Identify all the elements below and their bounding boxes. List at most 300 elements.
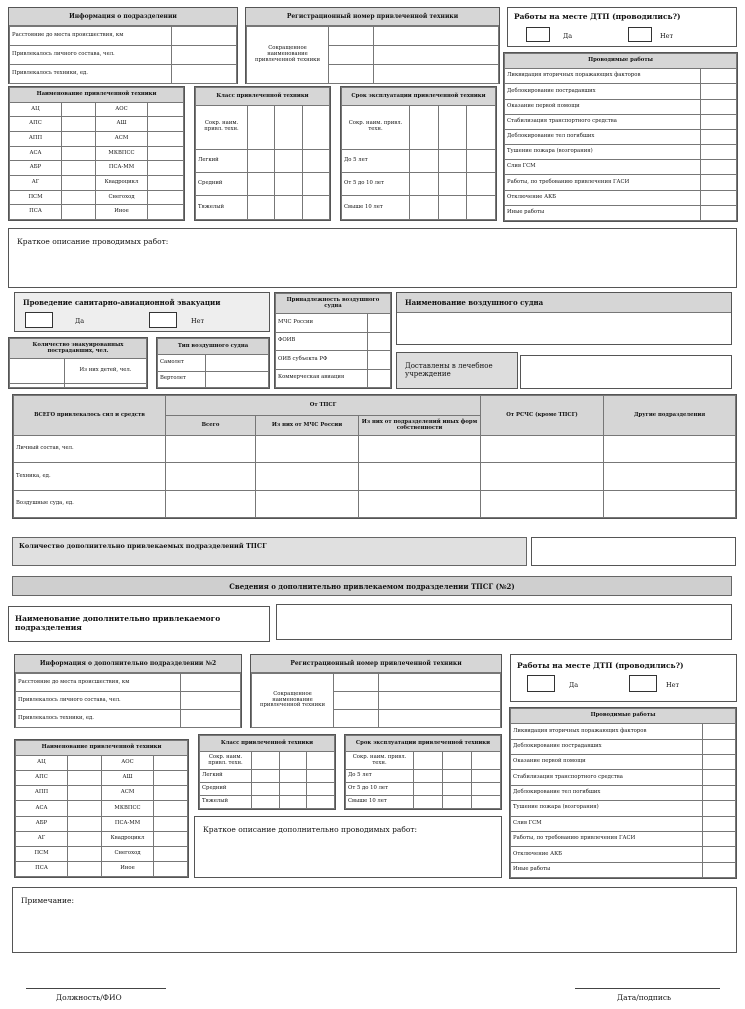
tech-input[interactable] [62, 190, 96, 205]
class-cell[interactable] [302, 196, 329, 220]
reg-cell[interactable] [374, 45, 499, 64]
class2-cell[interactable] [252, 783, 280, 796]
tech-input[interactable] [62, 161, 96, 176]
works2-title: Проводимые работы [511, 709, 736, 724]
works-input[interactable] [701, 69, 737, 84]
forces-row: Воздушные суда, ед. [14, 490, 166, 517]
class-block [194, 86, 331, 221]
works2-input[interactable] [703, 785, 736, 800]
age2-cell[interactable] [472, 770, 501, 783]
works-item: Тушение пожара (возгорания) [505, 145, 701, 160]
tech-input[interactable] [148, 175, 184, 190]
age2-cell[interactable] [414, 770, 443, 783]
tech-label: Квадроцикл [96, 175, 148, 190]
info-title: Информация о подразделении [9, 8, 237, 26]
tech-block [8, 86, 185, 221]
age2-row: Свыше 10 лет [346, 796, 414, 809]
works2-input[interactable] [703, 847, 736, 862]
works2-item: Стабилизация транспортного средства [511, 770, 703, 785]
forces-row: Техника, ед. [14, 463, 166, 490]
works-input[interactable] [701, 84, 737, 99]
tech-label: ПСА-ММ [96, 161, 148, 176]
aircraft-name-input[interactable] [397, 313, 731, 344]
works-input[interactable] [701, 205, 737, 220]
class-cell[interactable] [302, 173, 329, 196]
works-item: Стабилизация транспортного средства [505, 114, 701, 129]
reg2-title: Регистрационный номер привлеченной техники [251, 655, 501, 673]
signature-line-left [26, 988, 166, 989]
owner-block [274, 292, 392, 389]
tech-input[interactable] [148, 190, 184, 205]
dtp2-yes-checkbox[interactable] [527, 675, 555, 692]
class-cell[interactable] [248, 149, 275, 172]
tech2-label: Квадроцикл [102, 831, 154, 846]
tech2-input[interactable] [68, 771, 102, 786]
tech-label: Иное [96, 205, 148, 220]
tech-label: ПСА [10, 205, 62, 220]
tech2-label: АПП [16, 786, 68, 801]
forces-cell[interactable] [256, 490, 359, 517]
info-input[interactable] [172, 27, 237, 46]
delivered-block [396, 352, 518, 389]
aircraft-type-title: Тип воздушного судна [158, 339, 269, 355]
info-input[interactable] [172, 46, 237, 65]
works-input[interactable] [701, 175, 737, 190]
aircraft-type-row: Самолет [158, 355, 206, 372]
description-field[interactable] [8, 228, 737, 288]
reg-block [245, 7, 500, 84]
works-input[interactable] [701, 99, 737, 114]
works-input[interactable] [701, 190, 737, 205]
owner-title: Принадлежность воздушного судна [276, 294, 391, 314]
works-input[interactable] [701, 129, 737, 144]
tech2-input[interactable] [68, 846, 102, 861]
owner-input[interactable] [368, 314, 391, 333]
dtp-no-checkbox[interactable] [628, 27, 652, 42]
works2-input[interactable] [703, 739, 736, 754]
tech2-input[interactable] [154, 846, 188, 861]
class-row: Легкий [196, 149, 248, 172]
class-cell[interactable] [248, 173, 275, 196]
reg-cell[interactable] [329, 27, 374, 46]
forces-cell[interactable] [481, 436, 604, 463]
class2-cell[interactable] [252, 770, 280, 783]
tech-label: АБР [10, 161, 62, 176]
works2-item: Слив ГСМ [511, 816, 703, 831]
works-input[interactable] [701, 145, 737, 160]
description-label: Краткое описание проводимых работ: [17, 237, 169, 246]
forces-cell[interactable] [359, 436, 481, 463]
dtp-block [507, 7, 737, 47]
evac-input[interactable] [65, 384, 147, 388]
info-input[interactable] [172, 65, 237, 84]
tech2-input[interactable] [154, 771, 188, 786]
reg-cell[interactable] [329, 64, 374, 83]
tech2-block [14, 739, 189, 878]
sanavia-yes-label: Да [75, 317, 85, 325]
reg-cell[interactable] [329, 45, 374, 64]
works2-item: Тушение пожара (возгорания) [511, 801, 703, 816]
tech2-input[interactable] [154, 756, 188, 771]
age2-cell[interactable] [472, 752, 501, 770]
tech2-label: АСА [16, 801, 68, 816]
age-cell[interactable] [438, 196, 467, 220]
extra-name-input[interactable] [276, 604, 732, 640]
tech2-input[interactable] [154, 816, 188, 831]
class-cell[interactable] [302, 106, 329, 150]
tech2-label: АСМ [102, 786, 154, 801]
class2-cell[interactable] [307, 770, 335, 783]
age-title: Срок эксплуатации привлеченной техники [342, 88, 496, 106]
age-cell[interactable] [410, 149, 439, 172]
works-item: Ликвидация вторичных поражающих факторов [505, 69, 701, 84]
forces-cell[interactable] [481, 463, 604, 490]
forces-col: Из них от МЧС России [256, 416, 359, 436]
tech2-label: ПСА [16, 861, 68, 876]
tech-label: Снегоход [96, 190, 148, 205]
class-cell[interactable] [275, 173, 302, 196]
owner-row: Коммерческая авиация [276, 369, 368, 388]
class2-cell[interactable] [307, 752, 335, 770]
tech2-title: Наименование привлеченной техники [16, 741, 188, 756]
class2-row: Легкий [200, 770, 252, 783]
sanavia-no-checkbox[interactable] [149, 312, 177, 328]
tech2-input[interactable] [154, 801, 188, 816]
age2-title: Срок эксплуатации привлеченной техники [346, 736, 501, 752]
reg2-cell[interactable] [379, 674, 501, 692]
forces-corner: ВСЕГО привлекалось сил и средств [14, 396, 166, 436]
note-label: Примечание: [21, 896, 75, 905]
age2-cell[interactable] [472, 783, 501, 796]
evac-title: Количество эвакуированных пострадавших, чел. [10, 339, 147, 359]
tech2-label: АПС [16, 771, 68, 786]
extra-count-label: Количество дополнительно привлекаемых подразделений ТПСГ [12, 537, 527, 566]
class2-cell[interactable] [252, 796, 280, 809]
tech-input[interactable] [62, 146, 96, 161]
description2-field[interactable] [194, 816, 502, 878]
class-cell[interactable] [275, 196, 302, 220]
age2-row: От 5 до 10 лет [346, 783, 414, 796]
reg-cell[interactable] [374, 64, 499, 83]
class2-cell[interactable] [307, 783, 335, 796]
age-cell[interactable] [438, 149, 467, 172]
class2-row: Тяжелый [200, 796, 252, 809]
tech2-label: Снегоход [102, 846, 154, 861]
info2-block [14, 654, 242, 728]
age2-cell[interactable] [443, 770, 472, 783]
tech2-label: ПСА-ММ [102, 816, 154, 831]
info-row-staff: Привлекалось личного состава, чел. [10, 46, 172, 65]
class2-row: Средний [200, 783, 252, 796]
works2-input[interactable] [703, 831, 736, 846]
class-cell[interactable] [248, 196, 275, 220]
tech-label: АПС [10, 117, 62, 132]
info-row-distance: Расстояние до места происшествия, км [10, 27, 172, 46]
tech2-input[interactable] [154, 831, 188, 846]
age2-cell[interactable] [472, 796, 501, 809]
tech-label: АСМ [96, 131, 148, 146]
tech-input[interactable] [62, 205, 96, 220]
forces-cell[interactable] [359, 490, 481, 517]
extra-name-text: Наименование дополнительно привлекаемого подразделения [15, 614, 221, 632]
info2-row: Расстояние до места происшествия, км [16, 674, 181, 692]
tech-input[interactable] [148, 161, 184, 176]
aircraft-type-input[interactable] [206, 355, 269, 372]
class-title: Класс привлеченной техники [196, 88, 330, 106]
description2-label: Краткое описание дополнительно проводимых работ: [203, 825, 418, 834]
note-field[interactable] [12, 887, 737, 953]
class2-block [198, 734, 336, 810]
works2-item: Иные работы [511, 862, 703, 877]
tech-label: АШ [96, 117, 148, 132]
reg-title: Регистрационный номер привлеченной техники [246, 8, 499, 26]
reg2-cell[interactable] [334, 691, 379, 709]
info2-title: Информация о дополнительно подразделении №2 [15, 655, 241, 673]
dtp2-no-checkbox[interactable] [629, 675, 657, 692]
reg2-cell[interactable] [379, 691, 501, 709]
age2-cell[interactable] [414, 783, 443, 796]
owner-row: МЧС России [276, 314, 368, 333]
works-title: Проводимые работы [505, 54, 737, 69]
dtp-yes-label: Да [563, 32, 573, 40]
tech-label: АСА [10, 146, 62, 161]
info2-input[interactable] [181, 692, 241, 710]
class2-cell[interactable] [307, 796, 335, 809]
age2-cell[interactable] [414, 752, 443, 770]
works-item: Деблокирование тел погибших [505, 129, 701, 144]
forces-cell[interactable] [256, 463, 359, 490]
class-cell[interactable] [248, 106, 275, 150]
sanavia-block [14, 292, 270, 332]
works-item: Деблокирование пострадавших [505, 84, 701, 99]
reg2-cell[interactable] [334, 674, 379, 692]
info-row-equipment: Привлекалось техники, ед. [10, 65, 172, 84]
owner-input[interactable] [368, 369, 391, 388]
tech-input[interactable] [148, 131, 184, 146]
forces-row: Личный состав, чел. [14, 436, 166, 463]
section2-title: Сведения о дополнительно привлекаемом подразделении ТПСГ (№2) [12, 576, 732, 596]
owner-row: ФОИВ [276, 332, 368, 351]
class-row: Тяжелый [196, 196, 248, 220]
age2-cell[interactable] [443, 783, 472, 796]
forces-cell[interactable] [604, 463, 736, 490]
tech2-input[interactable] [68, 816, 102, 831]
info2-row: Привлекалось техники, ед. [16, 710, 181, 728]
aircraft-type-input[interactable] [206, 371, 269, 388]
works-item: Иные работы [505, 205, 701, 220]
forces-cell[interactable] [166, 436, 256, 463]
works2-item: Деблокирование тел погибших [511, 785, 703, 800]
forces-col: Всего [166, 416, 256, 436]
dtp-yes-checkbox[interactable] [526, 27, 550, 42]
tech-label: АПП [10, 131, 62, 146]
forces-cell[interactable] [604, 490, 736, 517]
class2-cell[interactable] [279, 752, 307, 770]
class-sub: Сокр. наим. привл. техн. [196, 106, 248, 150]
forces-cell[interactable] [481, 490, 604, 517]
works2-item: Деблокирование пострадавших [511, 739, 703, 754]
tech2-label: АГ [16, 831, 68, 846]
class-row: Средний [196, 173, 248, 196]
tech2-input[interactable] [68, 786, 102, 801]
age-cell[interactable] [438, 106, 467, 150]
works2-item: Отключение АКБ [511, 847, 703, 862]
dtp2-no-label: Нет [666, 681, 680, 689]
tech-input[interactable] [62, 175, 96, 190]
reg2-cell[interactable] [334, 709, 379, 727]
evac-input[interactable] [10, 384, 65, 388]
works2-item: Оказание первой помощи [511, 755, 703, 770]
age-cell[interactable] [467, 173, 496, 196]
aircraft-name-title: Наименование воздушного судна [397, 293, 731, 313]
works-input[interactable] [701, 160, 737, 175]
owner-input[interactable] [368, 332, 391, 351]
dtp2-title: Работы на месте ДТП (проводились?) [517, 661, 684, 670]
tech2-label: Иное [102, 861, 154, 876]
class-cell[interactable] [275, 106, 302, 150]
age2-cell[interactable] [443, 796, 472, 809]
forces-group: От ТПСГ [166, 396, 481, 416]
position-name-label: Должность/ФИО [56, 993, 122, 1002]
dtp-title: Работы на месте ДТП (проводились?) [514, 12, 681, 21]
dtp2-yes-label: Да [569, 681, 579, 689]
info2-input[interactable] [181, 674, 241, 692]
forces-table [12, 394, 737, 519]
class-cell[interactable] [275, 149, 302, 172]
age2-block [344, 734, 502, 810]
sanavia-title: Проведение санитарно-авиационной эвакуации [23, 298, 221, 307]
age-row: До 5 лет [342, 149, 410, 172]
tech2-input[interactable] [154, 861, 188, 876]
tech2-input[interactable] [68, 756, 102, 771]
age-cell[interactable] [467, 106, 496, 150]
reg-label: Сокращенное наименование привлеченной техники [247, 27, 329, 84]
evac-sub: Из них детей, чел. [65, 359, 147, 384]
age2-cell[interactable] [414, 796, 443, 809]
age-cell[interactable] [410, 106, 439, 150]
works2-input[interactable] [703, 816, 736, 831]
tech2-label: АШ [102, 771, 154, 786]
tech-input[interactable] [148, 102, 184, 117]
tech-input[interactable] [148, 117, 184, 132]
works2-input[interactable] [703, 862, 736, 877]
delivered-input[interactable] [520, 355, 732, 389]
tech2-input[interactable] [68, 801, 102, 816]
works2-item: Работы, по требованию привлечения ГАСИ [511, 831, 703, 846]
aircraft-name-block [396, 292, 732, 345]
class-cell[interactable] [302, 149, 329, 172]
delivered-title: Доставлены в лечебное учреждение [405, 362, 493, 378]
class2-cell[interactable] [252, 752, 280, 770]
works-item: Слив ГСМ [505, 160, 701, 175]
reg2-block [250, 654, 502, 728]
works2-input[interactable] [703, 801, 736, 816]
tech2-input[interactable] [68, 861, 102, 876]
reg2-cell[interactable] [379, 709, 501, 727]
tech2-label: АБР [16, 816, 68, 831]
tech2-input[interactable] [154, 786, 188, 801]
class2-cell[interactable] [279, 783, 307, 796]
info-block [8, 7, 238, 84]
class2-cell[interactable] [279, 770, 307, 783]
class2-title: Класс привлеченной техники [200, 736, 335, 752]
age2-cell[interactable] [443, 752, 472, 770]
class2-cell[interactable] [279, 796, 307, 809]
works2-item: Ликвидация вторичных поражающих факторов [511, 724, 703, 739]
works2-input[interactable] [703, 755, 736, 770]
tech-input[interactable] [62, 102, 96, 117]
age-cell[interactable] [410, 173, 439, 196]
tech-input[interactable] [62, 131, 96, 146]
tech-label: МКВПСС [96, 146, 148, 161]
tech2-label: МКВПСС [102, 801, 154, 816]
evac-block [8, 337, 148, 389]
works2-block [509, 707, 737, 879]
works-item: Работы, по требованию привлечения ГАСИ [505, 175, 701, 190]
class2-sub: Сокр. наим. привл. техн. [200, 752, 252, 770]
aircraft-type-row: Вертолет [158, 371, 206, 388]
tech2-label: АОС [102, 756, 154, 771]
extra-count-input[interactable] [531, 537, 736, 566]
tech-input[interactable] [148, 146, 184, 161]
works-item: Оказание первой помощи [505, 99, 701, 114]
tech2-input[interactable] [68, 831, 102, 846]
age-row: От 5 до 10 лет [342, 173, 410, 196]
tech-label: АЦ [10, 102, 62, 117]
reg-cell[interactable] [374, 27, 499, 46]
forces-cell[interactable] [166, 490, 256, 517]
evac-input[interactable] [10, 359, 65, 384]
aircraft-type-block [156, 337, 270, 389]
tech2-label: АЦ [16, 756, 68, 771]
sanavia-no-label: Нет [191, 317, 205, 325]
signature-line-right [575, 988, 720, 989]
info2-input[interactable] [181, 710, 241, 728]
forces-col: Из них от подразделений иных форм собственности [359, 416, 481, 436]
works-input[interactable] [701, 114, 737, 129]
tech-label: АГ [10, 175, 62, 190]
info2-row: Привлекалось личного состава, чел. [16, 692, 181, 710]
age-block [340, 86, 497, 221]
sanavia-yes-checkbox[interactable] [25, 312, 53, 328]
age-cell[interactable] [467, 149, 496, 172]
works-block [503, 52, 738, 222]
tech-input[interactable] [148, 205, 184, 220]
works-item: Отключение АКБ [505, 190, 701, 205]
forces-other: Другие подразделения [604, 396, 736, 436]
tech-input[interactable] [62, 117, 96, 132]
forces-rschs: От РСЧС (кроме ТПСГ) [481, 396, 604, 436]
tech-label: АОС [96, 102, 148, 117]
forces-cell[interactable] [256, 436, 359, 463]
age-row: Свыше 10 лет [342, 196, 410, 220]
works2-input[interactable] [703, 724, 736, 739]
forces-cell[interactable] [604, 436, 736, 463]
extra-name-label [8, 606, 270, 642]
owner-input[interactable] [368, 351, 391, 370]
age-cell[interactable] [467, 196, 496, 220]
dtp-no-label: Нет [660, 32, 674, 40]
forces-cell[interactable] [166, 463, 256, 490]
date-signature-label: Дата/подпись [617, 993, 672, 1002]
age-cell[interactable] [410, 196, 439, 220]
forces-cell[interactable] [359, 463, 481, 490]
owner-row: ОИВ субъекта РФ [276, 351, 368, 370]
age-cell[interactable] [438, 173, 467, 196]
works2-input[interactable] [703, 770, 736, 785]
tech2-label: ПСМ [16, 846, 68, 861]
age2-row: До 5 лет [346, 770, 414, 783]
